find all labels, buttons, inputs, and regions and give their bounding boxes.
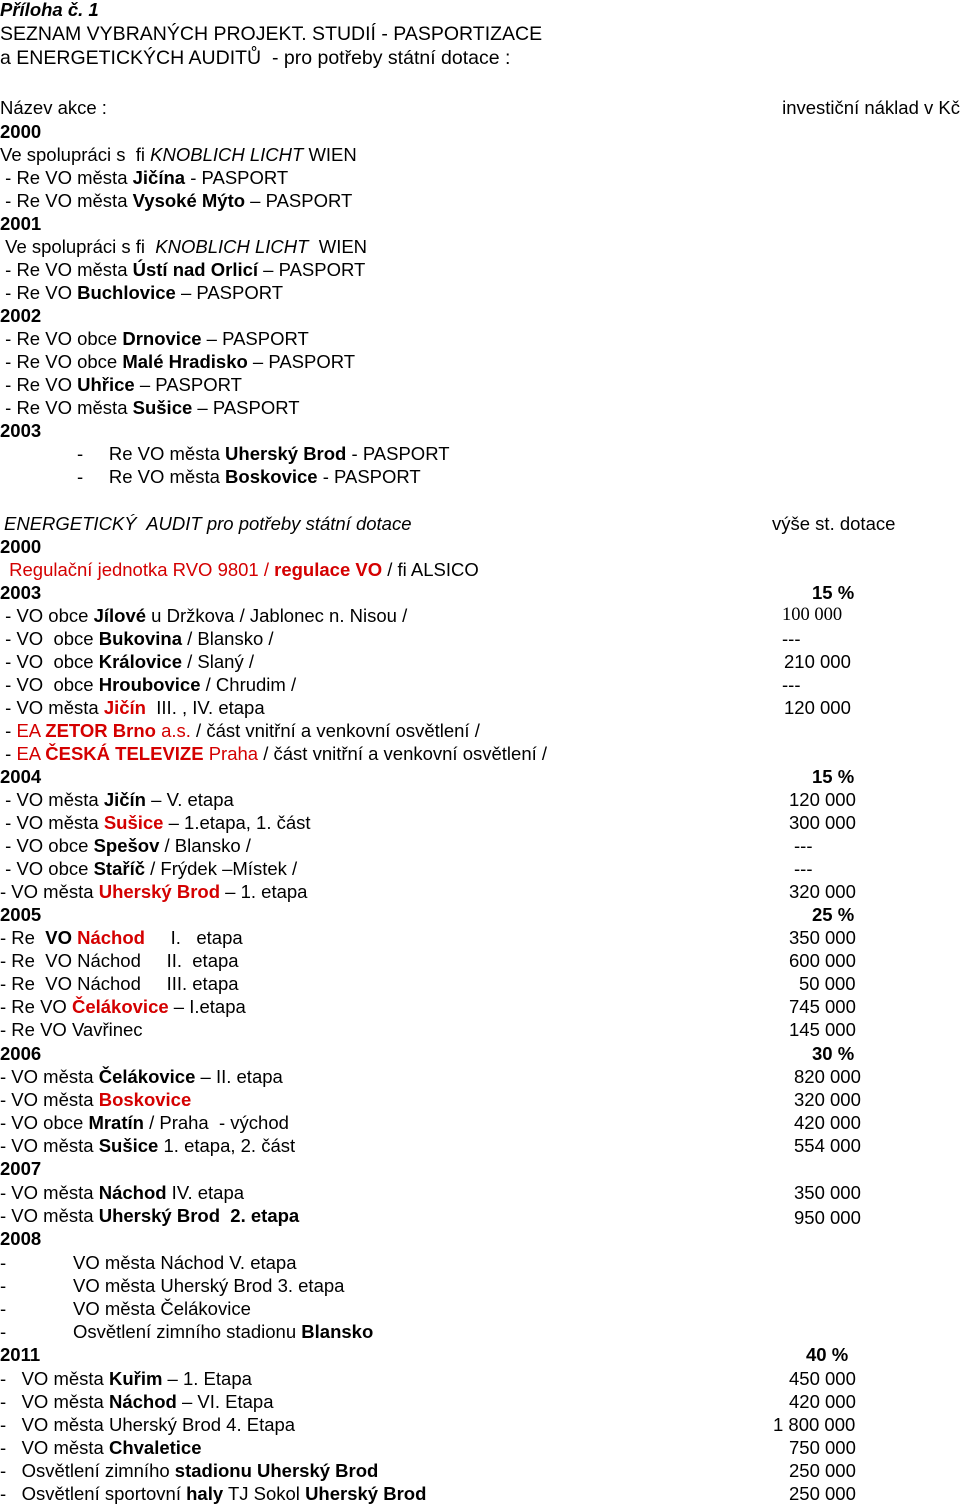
- text-fragment: u Držkova / Jablonec n. Nisou /: [146, 605, 408, 626]
- text-fragment: - VO města: [0, 1391, 109, 1412]
- list-item: [0, 742, 547, 765]
- amount: 300 000: [789, 812, 856, 833]
- year-heading: 2003: [0, 420, 42, 441]
- year-heading: 2004: [0, 766, 42, 787]
- amount: 600 000: [789, 950, 856, 971]
- text-fragment: EA: [16, 743, 46, 764]
- amount: 554 000: [794, 1135, 861, 1156]
- text-fragment: – PASPORT: [175, 282, 284, 303]
- list-item: [0, 1204, 299, 1227]
- list-item: [0, 1181, 244, 1204]
- text-fragment: – PASPORT: [245, 190, 353, 211]
- text-fragment: - VO města: [0, 1182, 99, 1203]
- text-fragment: / část vnitřní a venkovní osvětlení /: [190, 720, 480, 741]
- list-item: [0, 327, 309, 350]
- list-item: - VO města Náchod V. etapa: [0, 1252, 297, 1273]
- text-fragment: Malé Hradisko: [122, 351, 248, 372]
- column-header-name: Název akce :: [0, 97, 107, 118]
- list-item: [0, 627, 274, 650]
- text-fragment: - VO města: [0, 789, 104, 810]
- list-item: [0, 857, 297, 880]
- list-item: [4, 558, 479, 581]
- year-heading: 2000: [0, 121, 42, 142]
- text-fragment: - VO obce: [0, 835, 94, 856]
- text-fragment: – 1. Etapa: [162, 1368, 252, 1389]
- amount: 420 000: [794, 1112, 861, 1133]
- amount: 1 800 000: [773, 1414, 856, 1435]
- section-heading-audit: ENERGETICKÝ AUDIT pro potřeby státní dotace: [4, 513, 412, 534]
- list-item: - Re VO Vavřinec: [0, 1019, 143, 1040]
- text-fragment: - Re: [0, 927, 46, 948]
- text-fragment: TJ Sokol: [223, 1483, 306, 1504]
- text-fragment: - VO města: [0, 812, 104, 833]
- text-fragment: - Re VO města: [0, 190, 133, 211]
- cooperation-line: [0, 235, 367, 258]
- text-fragment: Kuřim: [108, 1368, 163, 1389]
- text-fragment: - Re VO města: [0, 167, 133, 188]
- text-fragment: – PASPORT: [192, 397, 300, 418]
- column-header-subsidy: výše st. dotace: [772, 513, 896, 534]
- text-fragment: haly: [186, 1483, 224, 1504]
- text-fragment: - Re VO města: [77, 466, 226, 487]
- list-item: - Re VO Náchod II. etapa: [0, 950, 239, 971]
- amount: 120 000: [784, 697, 851, 718]
- text-fragment: – VI. Etapa: [176, 1391, 274, 1412]
- column-header-cost: investiční náklad v Kč: [782, 97, 960, 118]
- text-fragment: III. , IV. etapa: [146, 697, 265, 718]
- year-heading: 2006: [0, 1043, 42, 1064]
- amount: 100 000: [782, 605, 843, 625]
- text-fragment: – 1.etapa, 1. část: [163, 812, 311, 833]
- text-fragment: - Re VO města: [0, 259, 133, 280]
- list-item: [0, 1320, 373, 1343]
- text-fragment: – PASPORT: [247, 351, 356, 372]
- list-item: - Re VO Náchod III. etapa: [0, 973, 239, 994]
- text-fragment: Uherský Brod: [98, 881, 221, 902]
- text-fragment: – PASPORT: [258, 259, 366, 280]
- text: Ve spolupráci s fi: [0, 144, 151, 165]
- list-item: [0, 834, 251, 857]
- amount: 350 000: [794, 1182, 861, 1203]
- text-fragment: Boskovice: [98, 1089, 192, 1110]
- text-fragment: / Blansko /: [159, 835, 251, 856]
- text-fragment: KNOBLICH LICHT: [155, 236, 309, 257]
- list-item: [0, 650, 254, 673]
- text-fragment: stadionu Uherský Brod: [174, 1460, 379, 1481]
- text-fragment: Náchod: [108, 1391, 177, 1412]
- list-item: [0, 396, 300, 419]
- list-item: [0, 1436, 202, 1459]
- text-fragment: - VO obce: [0, 858, 94, 879]
- text-fragment: – 1. etapa: [220, 881, 308, 902]
- list-item: [0, 1367, 252, 1390]
- text-fragment: - VO města: [0, 1437, 109, 1458]
- text-fragment: - VO obce: [0, 628, 99, 649]
- text-fragment: Mratín: [88, 1112, 144, 1133]
- list-item: [0, 719, 480, 742]
- text-fragment: - VO obce: [0, 651, 99, 672]
- text-fragment: Spešov: [93, 835, 160, 856]
- text-fragment: Ústí nad Orlicí: [132, 259, 259, 280]
- amount: ---: [782, 628, 801, 649]
- text-fragment: Staříč: [93, 858, 145, 879]
- text-fragment: Náchod: [98, 1182, 167, 1203]
- text-fragment: Regulační jednotka RVO 9801 /: [4, 559, 275, 580]
- text-fragment: regulace VO: [274, 559, 383, 580]
- amount: ---: [794, 835, 813, 856]
- text-fragment: Chvaletice: [108, 1437, 202, 1458]
- text-fragment: - VO města: [0, 1135, 99, 1156]
- year-heading: 2003: [0, 582, 42, 603]
- text-fragment: -: [0, 743, 17, 764]
- amount: 50 000: [799, 973, 856, 994]
- list-item: [0, 1459, 378, 1482]
- amount: 750 000: [789, 1437, 856, 1458]
- text-fragment: -: [0, 720, 17, 741]
- document-subtitle: a ENERGETICKÝCH AUDITŮ - pro potřeby státní dotace :: [0, 47, 511, 69]
- amount: 745 000: [789, 996, 856, 1017]
- list-item: [0, 189, 352, 212]
- amount: 320 000: [794, 1089, 861, 1110]
- text-fragment: Sušice: [98, 1135, 159, 1156]
- text-fragment: - VO města: [0, 697, 104, 718]
- text-fragment: - VO města: [0, 1089, 99, 1110]
- list-item: [0, 995, 246, 1018]
- text-fragment: - Re VO: [0, 282, 78, 303]
- list-item: [0, 604, 407, 627]
- text-fragment: Sušice: [103, 812, 164, 833]
- text-fragment: Uherský Brod: [305, 1483, 427, 1504]
- text-fragment: Jičína: [132, 167, 186, 188]
- text-fragment: / Praha - východ: [143, 1112, 289, 1133]
- list-item: [0, 1065, 283, 1088]
- text-fragment: – II. etapa: [195, 1066, 283, 1087]
- text-fragment: Jičín: [103, 789, 146, 810]
- subsidy-percent: 15 %: [812, 582, 855, 603]
- amount: 450 000: [789, 1368, 856, 1389]
- text-fragment: Uherský Brod 2. etapa: [98, 1205, 300, 1226]
- year-heading: 2001: [0, 213, 42, 234]
- text-fragment: - VO obce: [0, 1112, 89, 1133]
- text-fragment: Královice: [98, 651, 183, 672]
- year-heading: 2002: [0, 305, 42, 326]
- text-fragment: VO: [45, 927, 78, 948]
- text-fragment: - Osvětlení zimního stadionu: [0, 1321, 302, 1342]
- text-fragment: - Re VO: [0, 374, 78, 395]
- list-item: [0, 258, 365, 281]
- text-fragment: - Osvětlení zimního: [0, 1460, 175, 1481]
- text-fragment: - PASPORT: [317, 466, 421, 487]
- text-fragment: Boskovice: [225, 466, 318, 487]
- text-fragment: Hroubovice: [98, 674, 201, 695]
- subsidy-percent: 40 %: [806, 1344, 849, 1365]
- list-item: [0, 673, 296, 696]
- amount: ---: [794, 858, 813, 879]
- list-item: [0, 811, 311, 834]
- text-fragment: Čelákovice: [71, 996, 169, 1017]
- text-fragment: Vysoké Mýto: [132, 190, 246, 211]
- text-fragment: 1. etapa, 2. část: [158, 1135, 296, 1156]
- text-fragment: a.s.: [155, 720, 191, 741]
- list-item: [0, 926, 243, 949]
- text-fragment: - VO města: [0, 1066, 99, 1087]
- text-fragment: Uherský Brod: [225, 443, 347, 464]
- year-heading: 2007: [0, 1158, 42, 1179]
- text-fragment: WIEN: [308, 236, 368, 257]
- text-fragment: – PASPORT: [201, 328, 309, 349]
- text-fragment: - Osvětlení sportovní: [0, 1483, 187, 1504]
- amount: 210 000: [784, 651, 851, 672]
- list-item: [0, 281, 283, 304]
- text-fragment: Bukovina: [98, 628, 182, 649]
- text-fragment: - Re VO obce: [0, 328, 123, 349]
- list-item: [0, 1482, 426, 1505]
- amount: 250 000: [789, 1460, 856, 1481]
- company-name: KNOBLICH LICHT: [150, 144, 304, 165]
- text-fragment: – V. etapa: [146, 789, 234, 810]
- text-fragment: - VO města: [0, 881, 99, 902]
- text-fragment: - PASPORT: [185, 167, 289, 188]
- text-fragment: ČESKÁ TELEVIZE: [45, 743, 204, 764]
- text-fragment: Jičín: [103, 697, 146, 718]
- text-fragment: / fi ALSICO: [382, 559, 479, 580]
- text-fragment: ZETOR Brno: [45, 720, 156, 741]
- list-item: [0, 1111, 289, 1134]
- text-fragment: – I.etapa: [168, 996, 246, 1017]
- text-fragment: - PASPORT: [346, 443, 450, 464]
- text-fragment: Jílové: [93, 605, 147, 626]
- text-fragment: / Blansko /: [182, 628, 274, 649]
- text-fragment: Praha: [203, 743, 259, 764]
- text-fragment: / Slaný /: [182, 651, 254, 672]
- list-item: - VO města Uherský Brod 3. etapa: [0, 1275, 345, 1296]
- text-fragment: Blansko: [301, 1321, 374, 1342]
- text-fragment: / část vnitřní a venkovní osvětlení /: [258, 743, 548, 764]
- text-fragment: Náchod: [77, 927, 145, 948]
- text-fragment: EA: [16, 720, 46, 741]
- list-item: [77, 442, 450, 465]
- list-item: [0, 350, 355, 373]
- list-item: [0, 696, 265, 719]
- list-item: [0, 373, 242, 396]
- subsidy-percent: 30 %: [812, 1043, 855, 1064]
- year-heading: 2000: [0, 536, 42, 557]
- year-heading: 2011: [0, 1344, 41, 1365]
- list-item: [77, 465, 421, 488]
- text-fragment: - VO obce: [0, 605, 94, 626]
- text-fragment: Drnovice: [122, 328, 202, 349]
- amount: 120 000: [789, 789, 856, 810]
- amount: 145 000: [789, 1019, 856, 1040]
- text-fragment: Čelákovice: [98, 1066, 196, 1087]
- list-item: - VO města Čelákovice: [0, 1298, 251, 1319]
- amount: 420 000: [789, 1391, 856, 1412]
- text-fragment: - Re VO města: [77, 443, 226, 464]
- subsidy-percent: 15 %: [812, 766, 855, 787]
- text-fragment: - VO města: [0, 1368, 109, 1389]
- text-fragment: - VO obce: [0, 674, 99, 695]
- amount: 350 000: [789, 927, 856, 948]
- list-item: [0, 166, 288, 189]
- list-item: [0, 788, 234, 811]
- text-fragment: Buchlovice: [77, 282, 176, 303]
- text-fragment: – PASPORT: [134, 374, 242, 395]
- amount: ---: [782, 674, 801, 695]
- text-fragment: Uhřice: [77, 374, 135, 395]
- year-heading: 2008: [0, 1228, 42, 1249]
- text-fragment: - Re VO: [0, 996, 72, 1017]
- text-fragment: / Chrudim /: [200, 674, 297, 695]
- amount: 320 000: [789, 881, 856, 902]
- list-item: [0, 1134, 295, 1157]
- text-fragment: - Re VO města: [0, 397, 133, 418]
- text-fragment: - Re VO obce: [0, 351, 123, 372]
- year-heading: 2005: [0, 904, 42, 925]
- document-title: SEZNAM VYBRANÝCH PROJEKT. STUDIÍ - PASPORTIZACE: [0, 23, 543, 45]
- text-fragment: I. etapa: [144, 927, 243, 948]
- subsidy-percent: 25 %: [812, 904, 855, 925]
- text-fragment: - VO města: [0, 1205, 99, 1226]
- list-item: - VO města Uherský Brod 4. Etapa: [0, 1414, 296, 1435]
- text-fragment: Sušice: [132, 397, 193, 418]
- text-fragment: / Frýdek –Místek /: [145, 858, 298, 879]
- text-fragment: Ve spolupráci s fi: [0, 236, 156, 257]
- text: WIEN: [303, 144, 357, 165]
- list-item: [0, 1390, 274, 1413]
- amount: 820 000: [794, 1066, 861, 1087]
- amount: 950 000: [794, 1207, 861, 1228]
- cooperation-line: [0, 143, 357, 166]
- text-fragment: IV. etapa: [166, 1182, 245, 1203]
- list-item: [0, 1088, 191, 1111]
- attachment-label: Příloha č. 1: [0, 0, 99, 20]
- amount: 250 000: [789, 1483, 856, 1504]
- list-item: [0, 880, 307, 903]
